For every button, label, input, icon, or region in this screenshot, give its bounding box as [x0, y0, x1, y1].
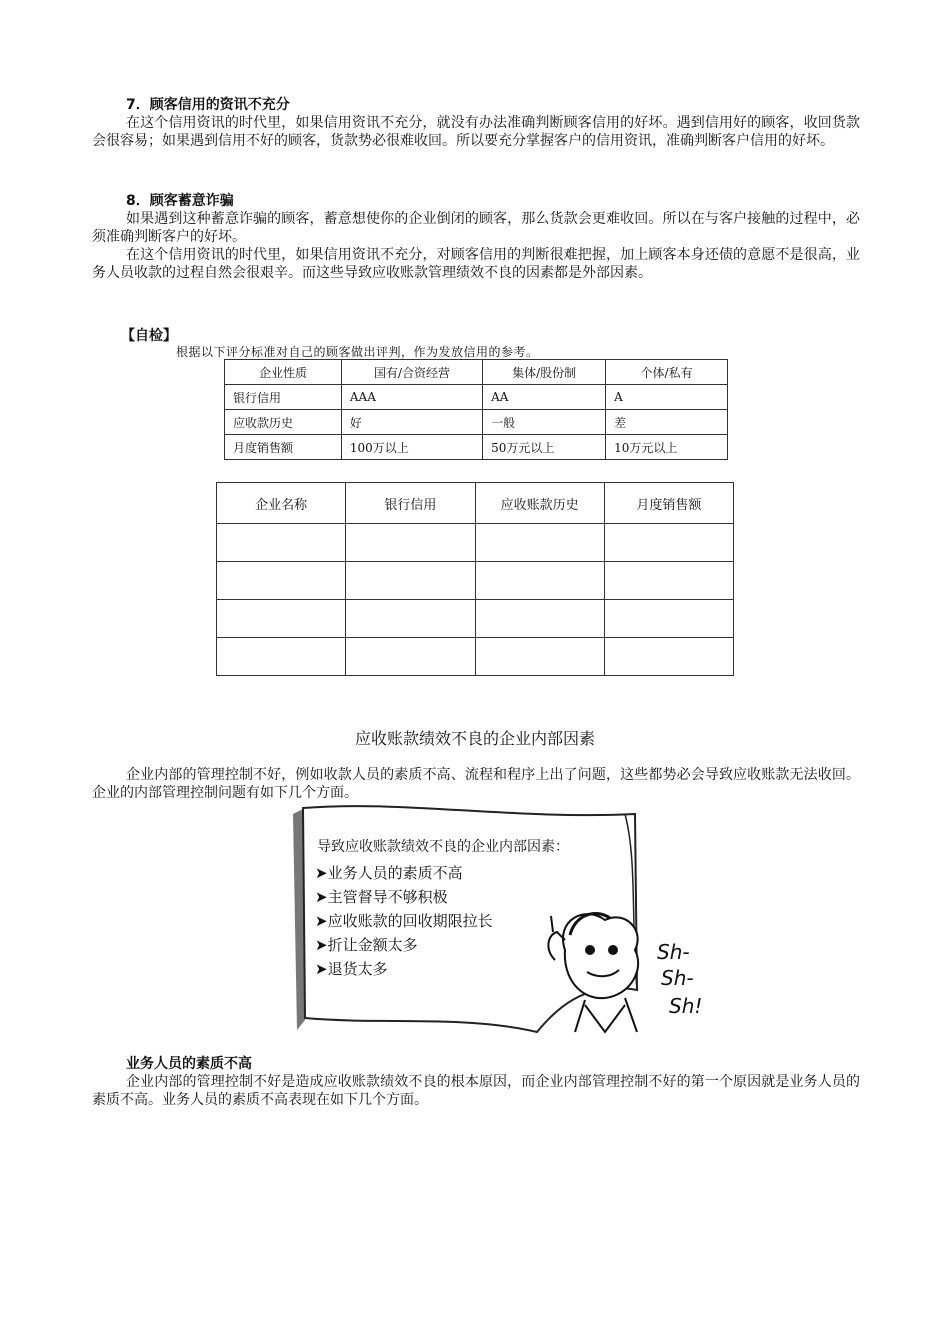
table-cell: 银行信用 [225, 385, 342, 410]
section8-paragraph-2: 在这个信用资讯的时代里，如果信用资讯不充分，对顾客信用的判断很难把握，加上顾客本身还债的意愿不是很高，业务人员收款的过程自然会很艰辛。而这些导致应收账款管理绩效不良的因素都是外部因素。 [92, 247, 860, 281]
table-cell: 应收款历史 [225, 410, 342, 435]
evaluation-header-cell: 月度销售额 [604, 483, 733, 524]
blank-cell[interactable] [346, 524, 475, 562]
table-cell: 月度销售额 [225, 435, 342, 460]
speech-text: Sh- [661, 966, 694, 990]
evaluation-header-row [217, 483, 734, 524]
criteria-header-cell: 集体/股份制 [483, 360, 606, 385]
criteria-header-cell: 企业性质 [225, 360, 342, 385]
table-row [225, 385, 728, 410]
criteria-header-cell: 个体/私有 [606, 360, 728, 385]
illustration-item: ➤业务人员的素质不高 [315, 864, 463, 882]
table-cell: AA [483, 385, 606, 410]
blank-cell[interactable] [604, 524, 733, 562]
evaluation-header-cell: 应收账款历史 [475, 483, 604, 524]
blank-cell[interactable] [604, 600, 733, 638]
evaluation-table [216, 482, 734, 676]
staff-quality-heading: 业务人员的素质不高 [126, 1056, 252, 1072]
table-row [217, 562, 734, 600]
blank-cell[interactable] [346, 562, 475, 600]
speech-text: Sh! [669, 994, 703, 1018]
table-row [225, 435, 728, 460]
illustration [285, 800, 715, 1040]
selfcheck-label: 【自检】 [121, 328, 177, 344]
evaluation-header-cell: 银行信用 [346, 483, 475, 524]
blank-cell[interactable] [217, 562, 346, 600]
blank-cell[interactable] [217, 600, 346, 638]
table-cell: 好 [341, 410, 482, 435]
criteria-header-row [225, 360, 728, 385]
table-cell: 100万以上 [341, 435, 482, 460]
evaluation-header-cell: 企业名称 [217, 483, 346, 524]
blank-cell[interactable] [217, 638, 346, 676]
table-cell: 10万元以上 [606, 435, 728, 460]
illustration-item: ➤主管督导不够积极 [315, 888, 448, 906]
internal-factors-title: 应收账款绩效不良的企业内部因素 [354, 729, 595, 748]
selfcheck-note: 根据以下评分标准对自己的顾客做出评判，作为发放信用的参考。 [176, 345, 539, 359]
table-row [225, 410, 728, 435]
table-cell: 差 [606, 410, 728, 435]
criteria-table [224, 359, 728, 460]
table-cell: 一般 [483, 410, 606, 435]
blank-cell[interactable] [346, 638, 475, 676]
blank-cell[interactable] [475, 524, 604, 562]
blank-cell[interactable] [475, 562, 604, 600]
illustration-item: ➤折让金额太多 [315, 936, 418, 954]
blank-cell[interactable] [475, 600, 604, 638]
staff-quality-paragraph: 企业内部的管理控制不好是造成应收账款绩效不良的根本原因，而企业内部管理控制不好的第一个原因就是业务人员的素质不高。业务人员的素质不高表现在如下几个方面。 [92, 1074, 860, 1108]
speech-text: Sh- [657, 940, 690, 964]
section8-heading: 8．顾客蓄意诈骗 [126, 193, 234, 209]
blank-cell[interactable] [604, 562, 733, 600]
table-cell: AAA [341, 385, 482, 410]
blank-cell[interactable] [475, 638, 604, 676]
table-row [217, 638, 734, 676]
criteria-header-cell: 国有/合资经营 [341, 360, 482, 385]
section7-paragraph: 在这个信用资讯的时代里，如果信用资讯不充分，就没有办法准确判断顾客信用的好坏。遇到信用好的顾客，收回货款会很容易；如果遇到信用不好的顾客，货款势必很难收回。所以要充分掌握客户的信用资讯，准确判断客户信用的好坏。 [92, 115, 860, 149]
blank-cell[interactable] [604, 638, 733, 676]
table-cell: A [606, 385, 728, 410]
blank-cell[interactable] [217, 524, 346, 562]
illustration-title: 导致应收账款绩效不良的企业内部因素： [317, 839, 569, 855]
illustration-item: ➤应收账款的回收期限拉长 [315, 912, 493, 930]
internal-factors-paragraph: 企业内部的管理控制不好，例如收款人员的素质不高、流程和程序上出了问题，这些都势必会导致应收账款无法收回。企业的内部管理控制问题有如下几个方面。 [92, 767, 860, 801]
blank-cell[interactable] [346, 600, 475, 638]
table-cell: 50万元以上 [483, 435, 606, 460]
section7-heading: 7．顾客信用的资讯不充分 [126, 97, 290, 113]
table-row [217, 600, 734, 638]
illustration-item: ➤退货太多 [315, 960, 388, 978]
section8-paragraph-1: 如果遇到这种蓄意诈骗的顾客，蓄意想使你的企业倒闭的顾客，那么货款会更难收回。所以在与客户接触的过程中，必须准确判断客户的好坏。 [92, 211, 860, 245]
table-row [217, 524, 734, 562]
